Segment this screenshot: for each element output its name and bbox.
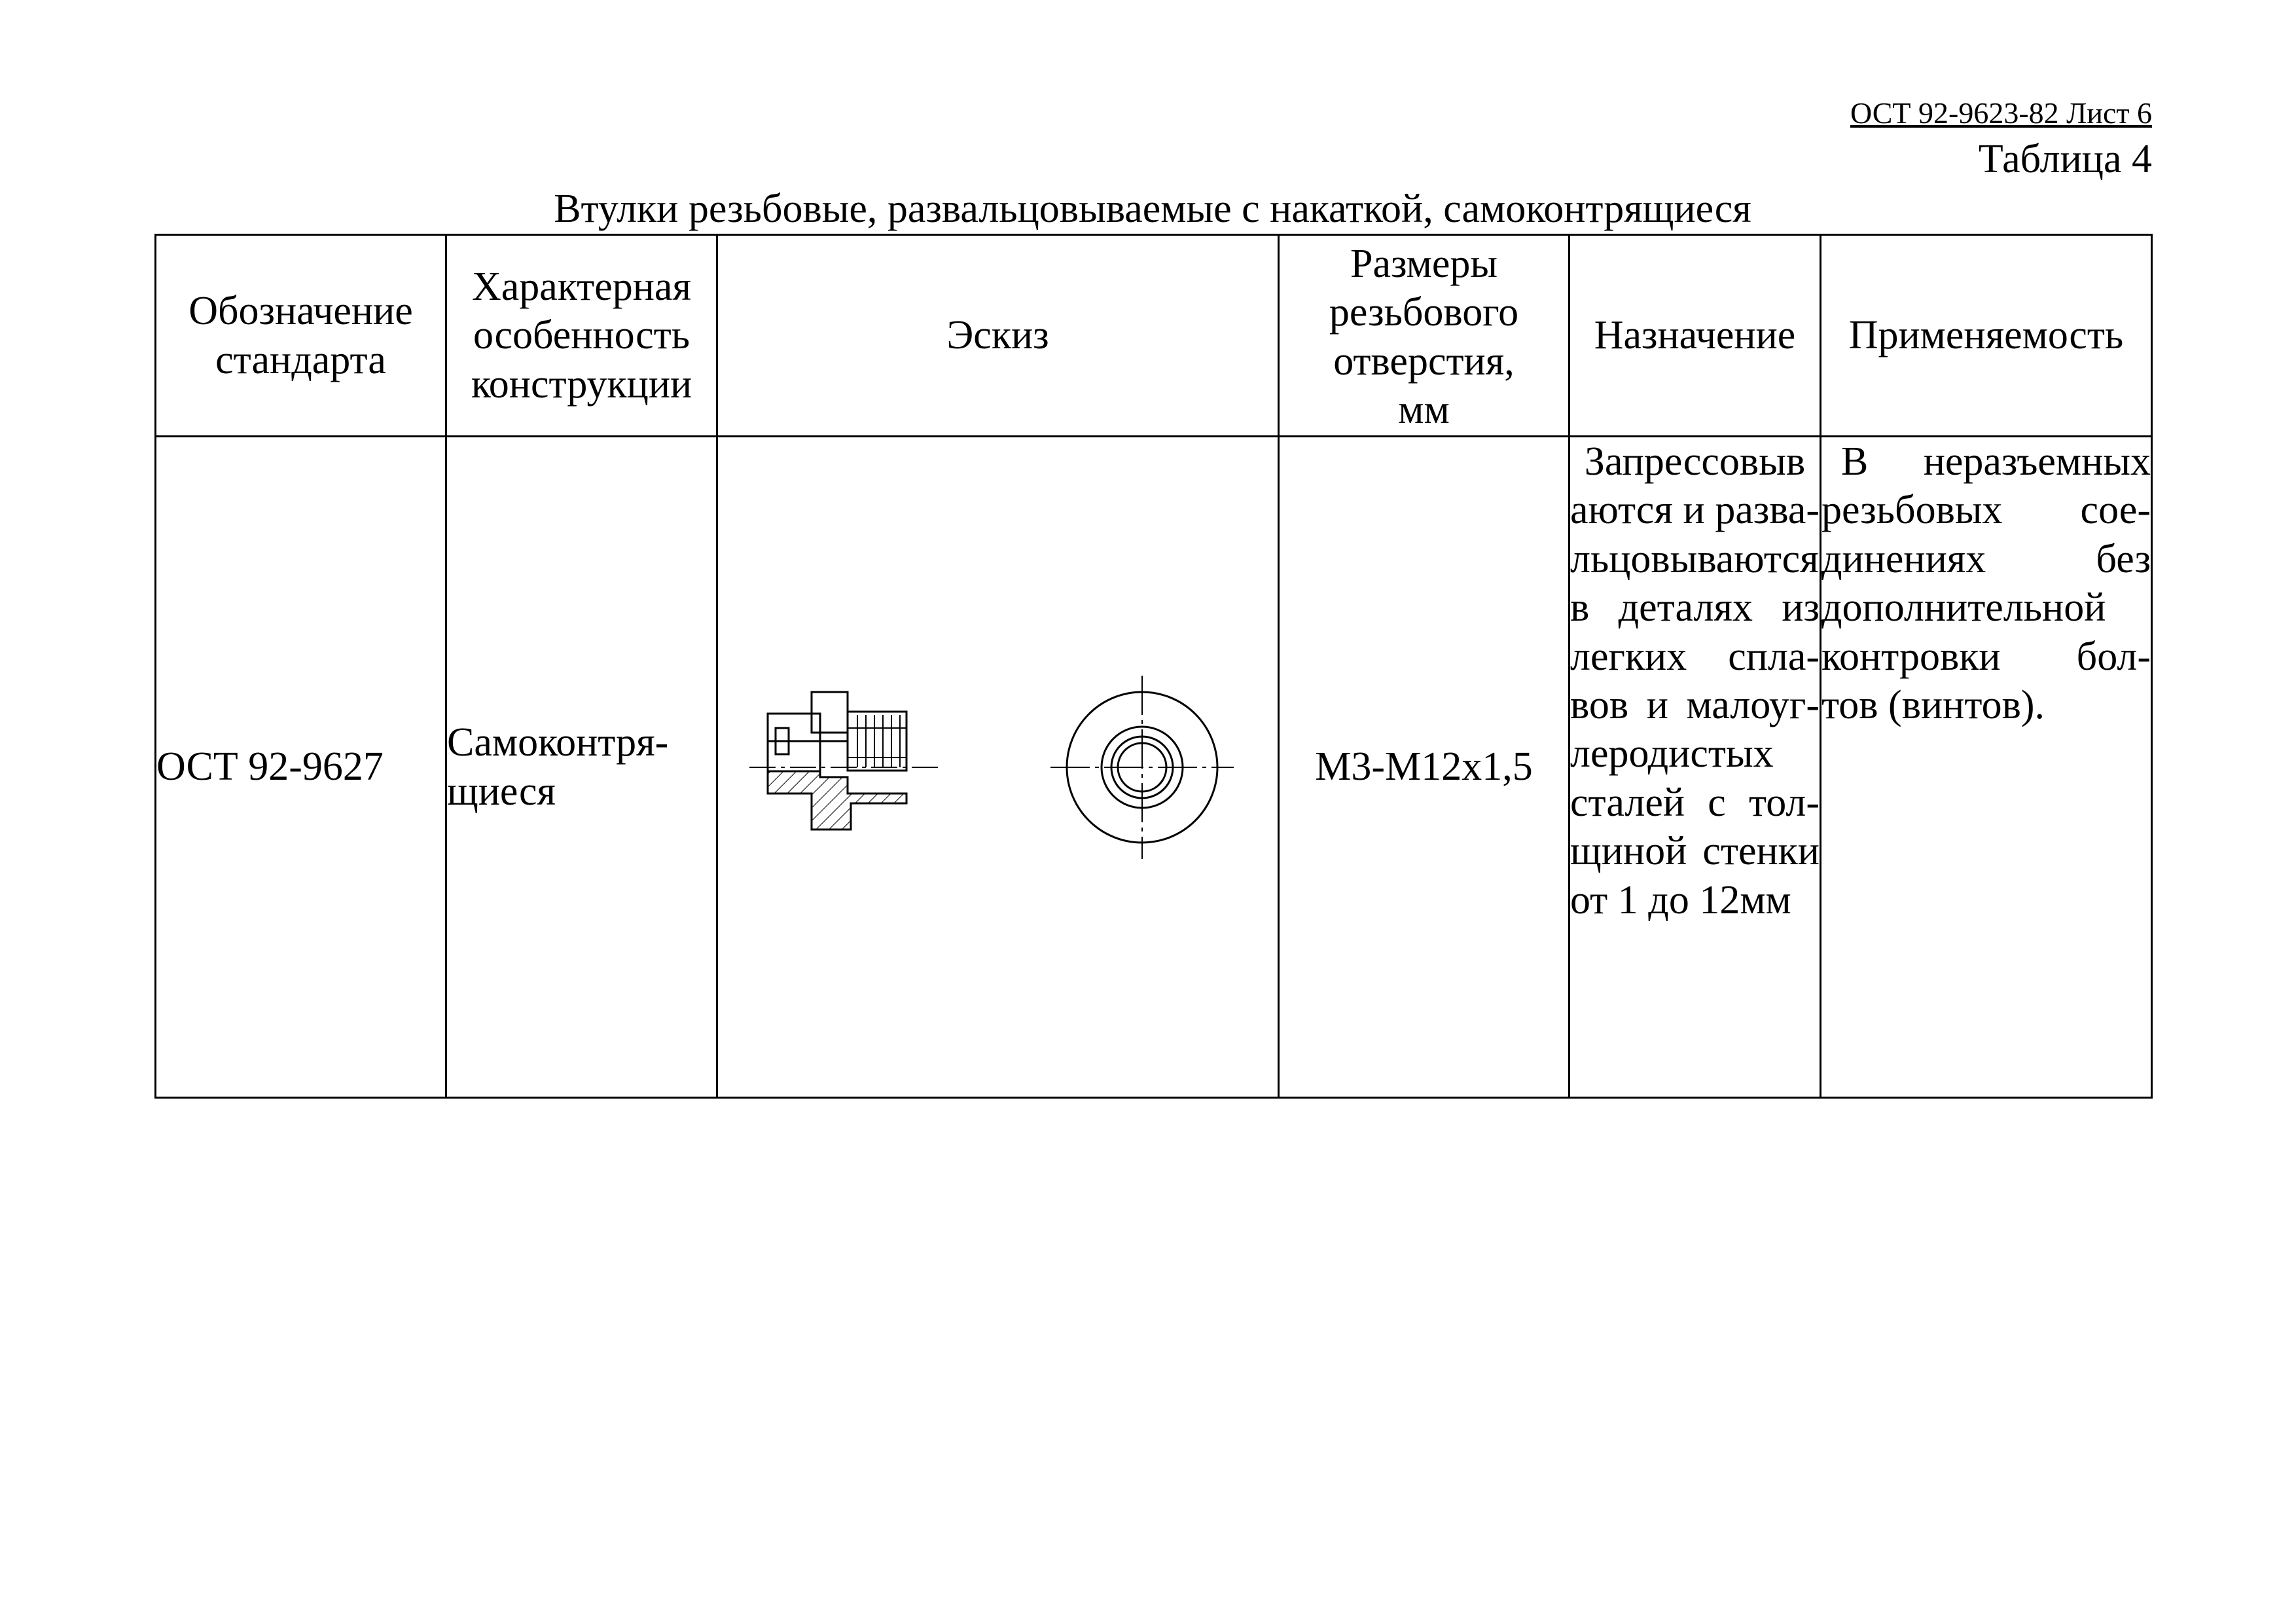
header-applicability-label: Применяемость [1848,313,2124,358]
table-row [156,437,2152,1098]
side-view-drawing [768,692,906,830]
cell-applicability [1821,437,2152,1098]
applicability-line: тов (винтов). [1821,682,2045,727]
purpose-line: вов и малоуг- [1570,682,1820,727]
header-dimensions-line: Размеры [1350,241,1498,286]
thread-size: М3-М12х1,5 [1315,744,1533,790]
header-standard [156,235,446,437]
header-purpose [1570,235,1821,437]
applicability-line: динениях без [1821,536,2151,581]
feature-line: щиеся [447,769,556,814]
header-row [156,235,2152,437]
purpose-line: сталей с тол- [1570,780,1820,825]
knurl-lines [848,715,906,767]
purpose-line: от 1 до 12мм [1570,877,1791,922]
applicability-line: В неразъемных [1841,439,2151,484]
sheet-reference: ОСТ 92-9623-82 Лист 6 [1850,96,2152,130]
standard-designation: ОСТ 92-9627 [156,744,384,790]
applicability-line: резьбовых сое- [1821,488,2151,533]
header-dimensions [1279,235,1570,437]
feature-line: Самоконтря- [447,720,669,765]
cell-sketch [717,437,1279,1098]
header-feature-line: конструкции [471,361,692,407]
header-dimensions-line: резьбового [1329,290,1519,335]
cell-dimensions [1279,437,1570,1098]
header-feature-line: особенность [473,313,691,358]
table-number: Таблица 4 [1978,137,2152,181]
front-center-lines [1050,676,1234,859]
applicability-line: дополнительной [1821,585,2106,630]
purpose-line: щиной стенки [1570,829,1820,874]
purpose-line: в деталях из [1570,585,1820,630]
cell-feature [446,437,717,1098]
header-applicability [1821,235,2152,437]
purpose-line: Запрессовыв [1584,439,1806,484]
applicability-line: контровки бол- [1821,634,2151,679]
bushings-table [154,234,2153,1099]
header-standard-line: Обозначение [188,289,413,334]
header-feature-line: Характерная [472,264,691,309]
header-purpose-label: Назначение [1594,313,1796,358]
purpose-line: аются и разва- [1570,488,1820,533]
cell-standard [156,437,446,1098]
purpose-line: льцовываются [1570,536,1819,581]
header-dimensions-line: отверстия, [1333,338,1515,384]
header-dimensions-line: мм [1398,387,1450,432]
header-sketch [717,235,1279,437]
purpose-line: леродистых [1570,731,1774,776]
cell-purpose [1570,437,1821,1098]
header-standard-line: стандарта [215,337,386,382]
table-caption: Втулки резьбовые, развальцовываемые с накаткой, самоконтрящиеся [554,187,1751,231]
header-feature [446,235,717,437]
purpose-line: легких спла- [1570,634,1820,679]
bushing-sketch [723,663,1273,872]
header-sketch-label: Эскиз [946,313,1049,358]
